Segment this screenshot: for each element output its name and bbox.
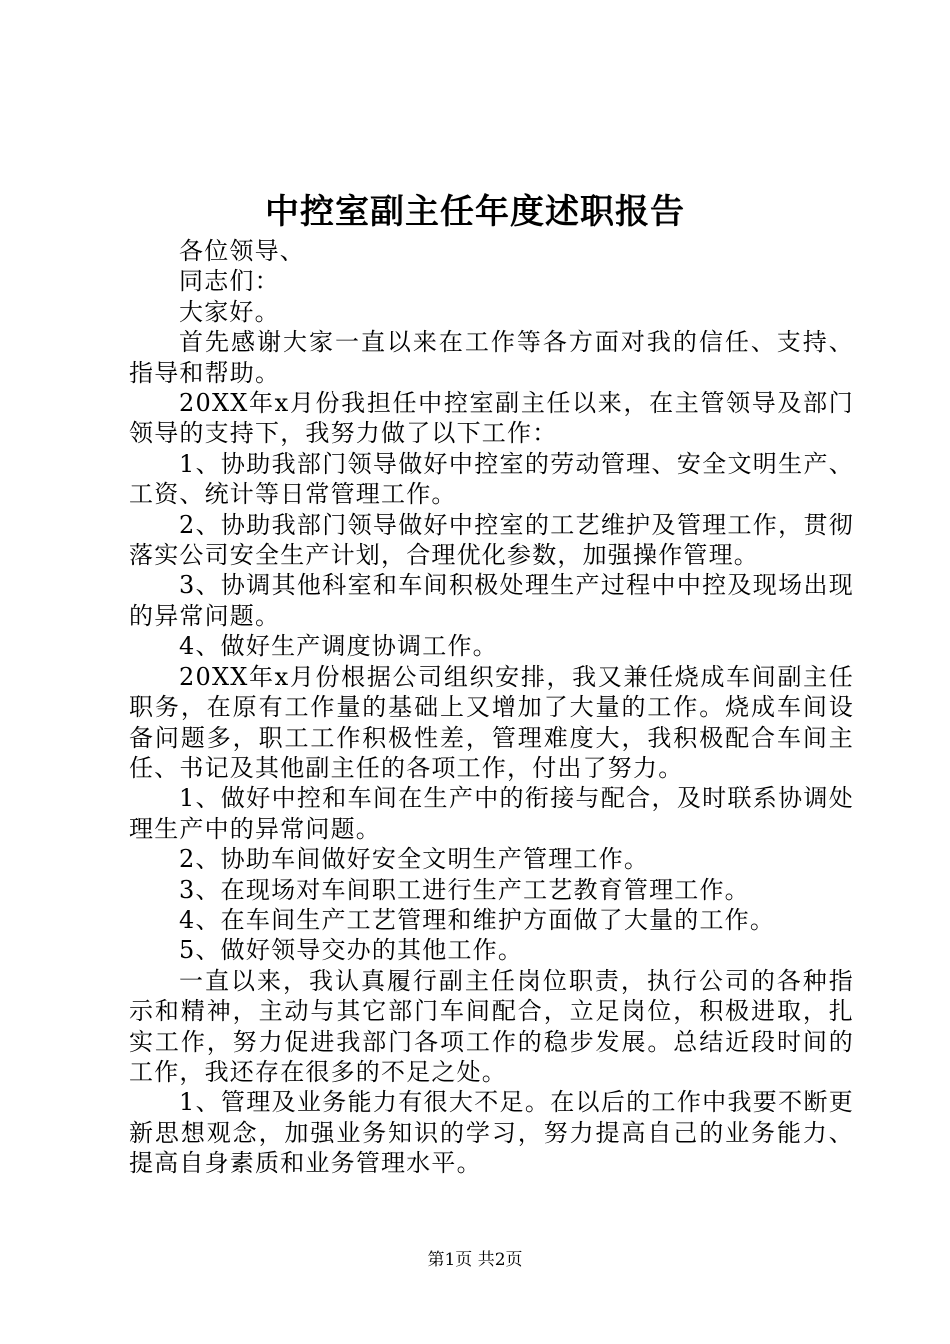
greeting-line: 大家好。: [179, 297, 280, 326]
list-item: 4、做好生产调度协调工作。: [179, 632, 498, 661]
paragraph: 20XX年x月份我担任中控室副主任以来，在主管领导及部门领导的支持下，我努力做了以下工作：: [129, 389, 854, 448]
document-title: 中控室副主任年度述职报告: [265, 192, 685, 232]
paragraph: 一直以来，我认真履行副主任岗位职责，执行公司的各种指示和精神，主动与其它部门车间配合，立足岗位，积极进取，扎实工作，努力促进我部门各项工作的稳步发展。总结近段时间的工作，我还存在很多的不足之处。: [129, 966, 854, 1086]
salutation-line: 各位领导、: [179, 237, 305, 265]
list-item: 1、协助我部门领导做好中控室的劳动管理、安全文明生产、工资、统计等日常管理工作。: [129, 449, 854, 509]
list-item: 4、在车间生产工艺管理和维护方面做了大量的工作。: [179, 905, 776, 934]
list-item: 5、做好领导交办的其他工作。: [179, 936, 524, 965]
list-item: 2、协助车间做好安全文明生产管理工作。: [179, 845, 650, 874]
paragraph: 20XX年x月份根据公司组织安排，我又兼任烧成车间副主任职务，在原有工作量的基础上又增加了大量的工作。烧成车间设备问题多，职工工作积极性差，管理难度大，我积极配合车间主任、书记及其他副主任的各项工作，付出了努力。: [129, 662, 854, 782]
list-item: 1、做好中控和车间在生产中的衔接与配合，及时联系协调处理生产中的异常问题。: [129, 784, 854, 843]
document-body: [129, 236, 854, 1179]
paragraph: 首先感谢大家一直以来在工作等各方面对我的信任、支持、指导和帮助。: [129, 328, 854, 387]
list-item: 1、管理及业务能力有很大不足。在以后的工作中我要不断更新思想观念，加强业务知识的学习，努力提高自己的业务能力、提高自身素质和业务管理水平。: [129, 1088, 854, 1178]
salutation-line: 同志们：: [179, 267, 280, 296]
page-footer: 第1页 共2页: [427, 1250, 523, 1270]
list-item: 3、在现场对车间职工进行生产工艺教育管理工作。: [179, 875, 750, 904]
list-item: 3、协调其他科室和车间积极处理生产过程中中控及现场出现的异常问题。: [129, 571, 854, 630]
list-item: 2、协助我部门领导做好中控室的工艺维护及管理工作，贯彻落实公司安全生产计划，合理优化参数，加强操作管理。: [129, 510, 854, 570]
